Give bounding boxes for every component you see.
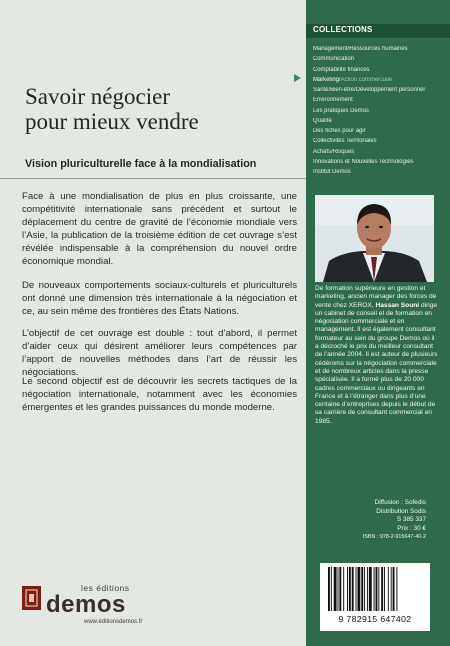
barcode-bar: [356, 567, 357, 611]
barcode-bar: [361, 567, 363, 611]
barcode-bar: [391, 567, 392, 611]
distribution-line: Distribution Sodis: [376, 507, 426, 515]
barcode-bar: [328, 567, 330, 611]
barcode-bar: [393, 567, 395, 611]
collection-item: Innovations et Nouvelles Technologies: [313, 158, 414, 165]
barcode-bar: [374, 567, 375, 611]
author-bio: [315, 285, 439, 426]
author-bio-intro: De formation supérieure en gestion et marketing, ancien manager des forces de vente chez XEROX,: [315, 285, 437, 309]
code-line: S 385 337: [396, 516, 426, 524]
author-name: Hassan Souni: [375, 301, 420, 309]
distribution-info: [306, 499, 426, 542]
barcode-bar: [396, 567, 397, 611]
collections-header: COLLECTIONS: [313, 25, 373, 34]
barcode-bar: [369, 567, 372, 611]
collection-active-main: Marketing/: [313, 76, 341, 83]
barcode-bar: [384, 567, 385, 611]
collection-item: Communication: [313, 56, 355, 63]
collection-item: Des fiches pour agir: [313, 128, 366, 134]
barcode-bar: [343, 567, 344, 611]
barcode-bar: [364, 567, 365, 611]
collection-item: Comptabilité finances: [313, 66, 370, 73]
diffusion-line: Diffusion : Sofedis: [374, 499, 426, 506]
isbn-line: ISBN : 978-2-915647-40-2: [362, 534, 426, 541]
publisher-logo-icon: [22, 586, 41, 610]
book-title-line2: pour mieux vendre: [25, 109, 199, 134]
collection-item: Qualité: [313, 117, 332, 124]
collections-list: [313, 44, 447, 177]
book-title: [25, 84, 285, 134]
divider: [0, 178, 306, 179]
collection-item: Santé/Bien-être/Développement personnel: [313, 87, 425, 93]
collection-item: Institut Demos: [313, 169, 351, 175]
book-title-line1: Savoir négocier: [25, 84, 170, 109]
barcode-bar: [352, 567, 354, 611]
barcode-bar: [381, 567, 383, 611]
author-photo: [315, 195, 434, 282]
collection-active-rest: Action commerciale: [340, 76, 393, 83]
book-subtitle: Vision pluriculturelle face à la mondialisation: [25, 158, 257, 170]
author-bio-details: dirige un cabinet de conseil et de formation en négociation commerciale et en management. Il est également consultant formateur au sein du groupe Demos où il a décroché le prix du meilleur consultant de l’année 2004. Il est auteur de plusieurs cédéroms sur la négociation commerciale et de nombreux articles dans la presse spécialisée. Il a formé plus de 20 000 cadres commerciaux ou dirigeants en France et à l’étranger dans plus d’une centaine d’entreprises depuis le début de sa carrière de consultant commercial en 1985.: [315, 301, 438, 425]
barcode-bar: [376, 567, 378, 611]
barcode-bar: [334, 567, 337, 611]
collection-item: Management/Ressources humaines: [313, 46, 408, 52]
publisher-name: demos: [46, 591, 126, 618]
barcode-bar: [388, 567, 389, 611]
barcode-number: 9 782915 647402: [338, 614, 412, 624]
barcode-bar: [378, 567, 379, 611]
body-paragraph-3: L’objectif de cet ouvrage est double : tout d’abord, il permet d’aider ceux qui désirent améliorer leurs compétences par l’apport de nouvelles méthodes dans l’art de réussir les négociations.: [22, 328, 297, 378]
barcode-bar: [331, 567, 332, 611]
collection-item: Les pratiques Demos: [313, 107, 369, 114]
body-paragraph-2: De nouveaux comportements sociaux-culturels et pluriculturels ont donné une dimension très internationale à la négociation et ce, au sein même des frontières des États Nations.: [22, 280, 297, 317]
active-collection-arrow-icon: [294, 74, 301, 82]
collection-item: Achats/Risques: [313, 148, 355, 155]
collection-item: Environnement: [313, 97, 353, 104]
price-line: Prix : 30 €: [397, 524, 426, 532]
barcode-bar: [357, 567, 360, 611]
body-paragraph-4: Le second objectif est de découvrir les secrets tactiques de la négociation internationale, notamment avec les économies émergentes et les grandes puissances du monde moderne.: [22, 376, 297, 413]
barcode-bar: [339, 567, 341, 611]
barcode-bar: [338, 567, 339, 611]
barcode-bar: [349, 567, 351, 611]
body-paragraph-1: Face à une mondialisation de plus en plus croissante, une compétitivité internationale sans précédent et surtout le déplacement du centre de gravité de l’économie mondiale vers l’Asie, la publication de la troisième édition de cet ouvrage s’est révélée indispensable à la compréhension du nouvel ordre économique mondial.: [22, 191, 297, 267]
collection-item-active: [313, 75, 445, 85]
publisher-url: www.editionsdemos.fr: [84, 619, 143, 625]
barcode-bar: [347, 567, 348, 611]
collection-item: Collectivités Territoriales: [313, 138, 377, 145]
publisher-tagline: les éditions: [81, 583, 130, 593]
barcode-bar: [367, 567, 368, 611]
